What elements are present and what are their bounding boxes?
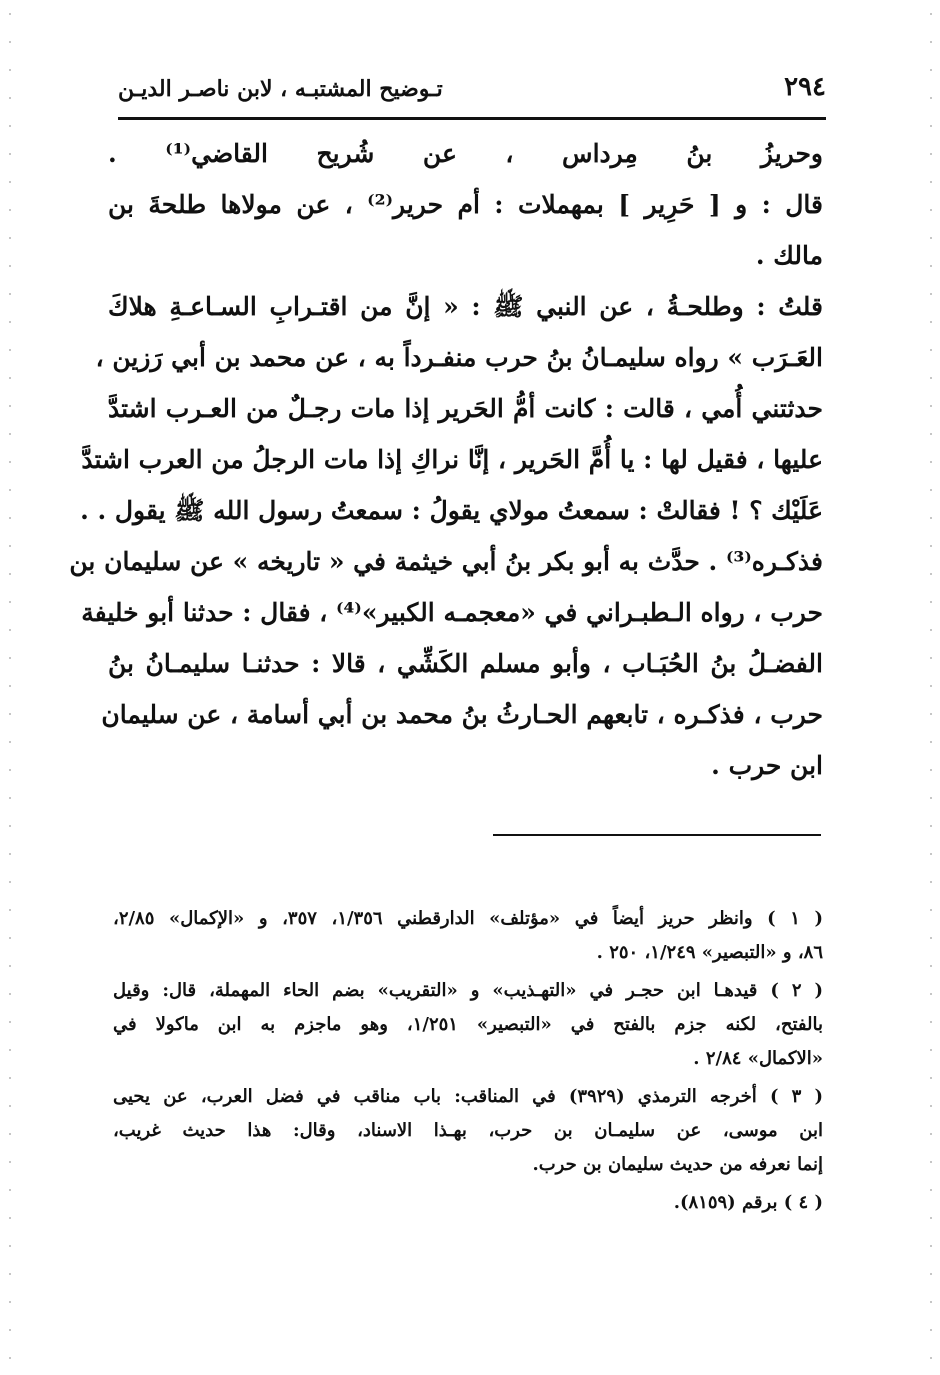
text-line: عَلَيْك ؟ ! فقالتْ : سمعتُ مولاي يقولُ : سمعتُ رسول الله ﷺ يقول . . (80, 496, 823, 525)
footnote-3-line: ( ٣ ) أخرجه الترمذي (٣٩٢٩) في المناقب: باب مناقب في فضل العرب، عن يحيى (113, 1086, 823, 1107)
running-header (118, 64, 826, 114)
footnote-1-line: ( ١ ) وانظر حريز أيضاً في «مؤتلف» الدارقطني ١/٣٥٦، ٣٥٧، و «الإكمال» ٢/٨٥، (113, 908, 823, 929)
main-text (69, 128, 823, 791)
footnote-3-line: ابن موسى، عن سليمـان بن حرب، بهـذا الاسناد، وقال: هذا حديث غريب، (113, 1120, 823, 1141)
footnote-2-line: ( ٢ ) قيدهـا ابن حجـر في «التهـذيب» و «التقريب» بضم الحاء المهملة، قال: وقيل (113, 980, 823, 1001)
text-line: فذكـره⁽³⁾ . حدَّث به أبو بكر بنُ أبي خيثمة في « تاريخه » عن سليمان بن (69, 547, 823, 576)
text-line: عليها ، فقيل لها : يا أُمَّ الحَرير ، إنَّا نراكِ إذا مات الرجلُ من العرب اشتدَّ (81, 445, 823, 474)
footnote-3-line: إنما نعرفه من حديث سليمان بن حرب. (532, 1154, 823, 1175)
text-line: مالك . (755, 241, 823, 270)
running-title: تـوضيح المشتبـه ، لابن ناصـر الديـن (118, 76, 443, 102)
header-rule (118, 117, 826, 120)
text-line: حرب ، فذكـره ، تابعهم الحـارثُ بنُ محمد بن أبي أسامة ، عن سليمان (101, 700, 823, 729)
page-number: ٢٩٤ (784, 72, 826, 102)
footnote-1-line: ٨٦، و «التبصير» ١/٢٤٩، ٢٥٠ . (596, 942, 823, 963)
scan-dotted-margin-right (930, 0, 932, 1375)
text-line: حرب ، رواه الـطبـراني في «معجمـه الكبير»⁽⁴⁾ ، فقال : حدثنا أبو خليفة (81, 598, 823, 627)
footnote-separator (493, 834, 821, 836)
footnotes (113, 902, 823, 1220)
text-line: ابن حرب . (711, 751, 823, 780)
footnote-2-line: «الاكمال» ٢/٨٤ . (693, 1048, 823, 1069)
text-line: الفضـلُ بنُ الحُبَـاب ، وأبو مسلم الكَشِّي ، قالا : حدثنـا سليمـانُ بنُ (108, 649, 823, 678)
text-line: وحريزُ بنُ مِرداس ، عن شُريح القاضي⁽¹⁾ . (108, 139, 823, 168)
text-line: العَـرَب » رواه سليمـانُ بنُ حرب منفـرداً به ، عن محمد بن أبي رَزين ، (95, 343, 823, 372)
text-line: قال : و [ حَرِير ] بمهملات : أم حرير⁽²⁾ ، عن مولاها طلحةَ بن (108, 190, 823, 219)
text-line: حدثتني أُمي ، قالت : كانت أمُّ الحَرير إذا مات رجـلٌ من العـرب اشتدَّ (108, 394, 823, 423)
footnote-4-line: ( ٤ ) برقم (٨١٥٩). (673, 1192, 823, 1213)
footnote-2-line: بالفتح، لكنه جزم بالفتح في «التبصير» ١/٢٥١، وهو ماجزم به ابن ماكولا في (113, 1014, 823, 1035)
scan-dotted-margin-left (9, 0, 11, 1375)
text-line: قلتُ : وطلحـةُ ، عن النبي ﷺ : « إنَّ من اقتـرابِ السـاعـةِ هلاكَ (108, 292, 823, 321)
